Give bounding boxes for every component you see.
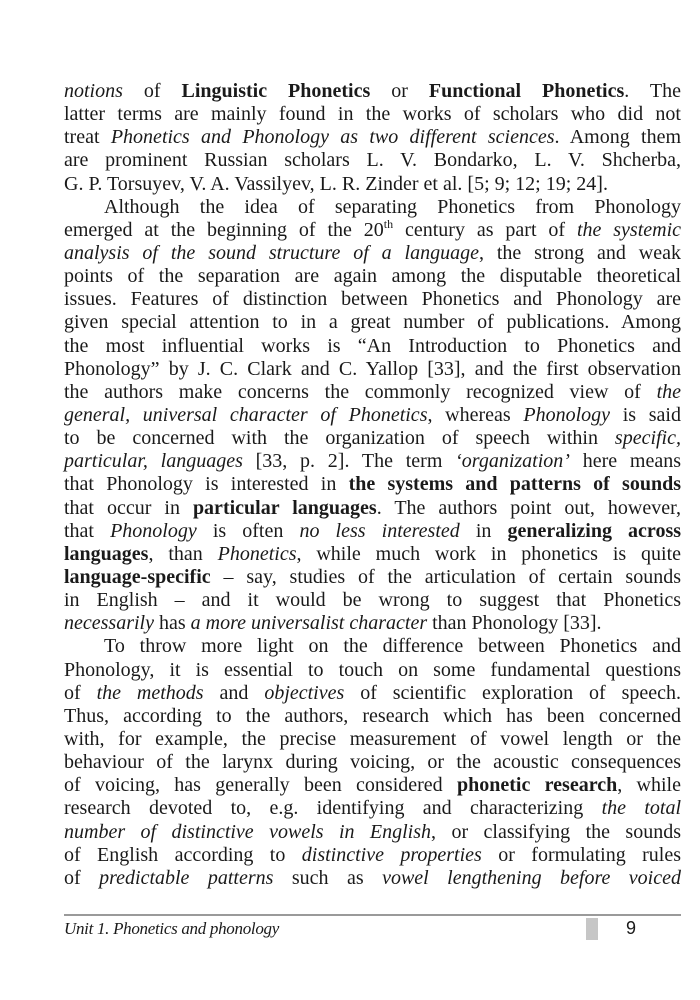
- text-run: emerged at the beginning of the 20: [64, 218, 384, 241]
- italic-text: Phonology: [523, 403, 611, 426]
- text-line: [64, 543, 681, 566]
- text-run: here means: [569, 450, 681, 473]
- text-line: [64, 473, 681, 496]
- text-run: of: [64, 866, 100, 889]
- text-line: [64, 659, 681, 682]
- italic-text: predictable patterns: [99, 866, 274, 889]
- text-line: [64, 242, 681, 265]
- text-run: , than: [148, 542, 218, 565]
- text-run: behaviour of the larynx during voicing, or the acoustic consequences: [64, 751, 681, 774]
- text-run: , while much work in phonetics is quite: [296, 542, 681, 565]
- italic-text: vowel lengthening before voiced: [382, 866, 681, 889]
- italic-text: particular, languages: [64, 450, 243, 473]
- bold-text: particular languages: [192, 496, 377, 519]
- text-run: with, for example, the precise measurement of vowel length or the: [64, 727, 681, 750]
- text-run: is often: [196, 519, 300, 542]
- bold-text: Functional Phonetics: [428, 80, 625, 102]
- bold-text: languages: [64, 542, 149, 565]
- text-run: research devoted to, e.g. identifying and characterizing: [64, 797, 602, 820]
- text-run: Although the idea of separating Phonetics from Phonology: [104, 195, 681, 218]
- text-line: [64, 520, 681, 543]
- text-line: [64, 173, 681, 196]
- text-run: that: [64, 519, 111, 542]
- text-line: [64, 196, 681, 219]
- bold-text: phonetic research: [457, 774, 618, 797]
- text-line: [64, 311, 681, 334]
- text-run: the most influential works is “An Introduction to Phonetics and: [64, 334, 681, 357]
- text-run: is said: [610, 403, 681, 426]
- text-line: [64, 126, 681, 149]
- running-title: Unit 1. Phonetics and phonology: [64, 919, 279, 938]
- text-run: or: [370, 80, 429, 102]
- text-line: [64, 335, 681, 358]
- text-line: [64, 821, 681, 844]
- bold-text: Linguistic Phonetics: [181, 80, 371, 102]
- text-line: [64, 589, 681, 612]
- italic-text: specific,: [614, 427, 681, 450]
- text-run: G. P. Torsuyev, V. A. Vassilyev, L. R. Zinder et al. [5; 9; 12; 19; 24].: [64, 172, 608, 195]
- text-line: [64, 705, 681, 728]
- text-run: that Phonology is interested in: [64, 473, 349, 496]
- italic-text: Phonetics: [217, 542, 297, 565]
- text-line: [64, 635, 681, 658]
- text-run: . Among them: [554, 126, 682, 149]
- text-run: , whereas: [427, 403, 524, 426]
- text-line: [64, 797, 681, 820]
- body-text: [64, 80, 681, 890]
- text-line: [64, 80, 681, 103]
- text-run: or formulating rules: [481, 843, 681, 866]
- text-run: are prominent Russian scholars L. V. Bondarko, L. V. Shcherba,: [64, 149, 681, 172]
- text-line: [64, 844, 681, 867]
- italic-text: the systemic: [576, 218, 682, 241]
- text-run: . The authors point out, however,: [376, 496, 681, 519]
- text-run: Thus, according to the authors, research which has been concerned: [64, 704, 681, 727]
- bold-text: language-specific: [64, 565, 211, 588]
- text-run: has: [153, 612, 191, 635]
- text-run: latter terms are mainly found in the works of scholars who did not: [64, 103, 681, 126]
- text-run: Phonology” by J. C. Clark and C. Yallop [33], and the first observation: [64, 357, 681, 380]
- text-run: of: [64, 681, 97, 704]
- text-line: [64, 404, 681, 427]
- italic-text: number of distinctive vowels in English: [64, 820, 432, 843]
- italic-text: the total: [601, 797, 681, 820]
- text-line: [64, 612, 681, 635]
- italic-text: no less interested: [299, 519, 460, 542]
- text-run: in: [459, 519, 508, 542]
- text-run: [33, p. 2]. The term: [242, 450, 456, 473]
- text-run: points of the separation are again among the disputable theoretical: [64, 265, 681, 288]
- italic-text: the: [656, 380, 681, 403]
- bold-text: the systems and patterns of sounds: [348, 473, 681, 496]
- text-line: [64, 450, 681, 473]
- text-line: [64, 751, 681, 774]
- text-line: [64, 103, 681, 126]
- text-run: and: [203, 681, 265, 704]
- text-run: Phonology, it is essential to touch on some fundamental questions: [64, 658, 681, 681]
- bold-text: generalizing across: [507, 519, 682, 542]
- text-run: , or classifying the sounds: [431, 820, 681, 843]
- italic-text: necessarily: [64, 612, 154, 635]
- text-run: of: [122, 80, 182, 102]
- text-run: given special attention to in a great number of publications. Among: [64, 311, 681, 334]
- italic-text: a more universalist character: [190, 612, 428, 635]
- text-line: [64, 427, 681, 450]
- text-line: [64, 216, 682, 242]
- italic-text: distinctive properties: [301, 843, 482, 866]
- text-run: of scientific exploration of speech.: [344, 681, 681, 704]
- text-line: [64, 265, 681, 288]
- text-line: [64, 497, 681, 520]
- page-marker-block: [586, 918, 598, 940]
- text-run: such as: [273, 866, 383, 889]
- page-number: 9: [626, 918, 637, 938]
- text-line: [64, 774, 681, 797]
- text-run: of English according to: [64, 843, 302, 866]
- italic-text: Phonetics and Phonology as two different sciences: [110, 126, 555, 149]
- text-run: . The: [624, 80, 681, 102]
- italic-text: general, universal character of Phonetics: [64, 403, 428, 426]
- italic-text: analysis of the sound structure of a language: [64, 241, 479, 264]
- text-run: To throw more light on the difference between Phonetics and: [104, 635, 681, 658]
- italic-text: objectives: [264, 681, 345, 704]
- text-line: [64, 728, 681, 751]
- text-run: treat: [64, 126, 111, 149]
- text-run: – say, studies of the articulation of certain sounds: [210, 565, 681, 588]
- text-line: [64, 566, 681, 589]
- text-line: [64, 288, 681, 311]
- text-run: the authors make concerns the commonly recognized view of: [64, 380, 657, 403]
- text-run: , while: [617, 774, 681, 797]
- text-run: of voicing, has generally been considered: [64, 774, 457, 797]
- text-run: than Phonology [33].: [427, 612, 602, 635]
- text-line: [64, 149, 681, 172]
- italic-text: notions: [64, 80, 123, 102]
- text-run: in English – and it would be wrong to suggest that Phonetics: [64, 589, 681, 612]
- italic-text: Phonology: [110, 519, 197, 542]
- footer-divider: [64, 914, 681, 916]
- text-line: [64, 682, 681, 705]
- text-line: [64, 381, 681, 404]
- superscript-text: th: [383, 216, 394, 231]
- text-line: [64, 358, 681, 381]
- text-run: that occur in: [64, 496, 193, 519]
- text-run: century as part of: [393, 218, 577, 241]
- text-run: issues. Features of distinction between Phonetics and Phonology are: [64, 288, 681, 311]
- italic-text: the methods: [96, 681, 204, 704]
- text-run: , the strong and weak: [478, 241, 681, 264]
- text-line: [64, 867, 681, 890]
- text-run: to be concerned with the organization of speech within: [64, 427, 615, 450]
- italic-text: ‘organization’: [455, 450, 570, 473]
